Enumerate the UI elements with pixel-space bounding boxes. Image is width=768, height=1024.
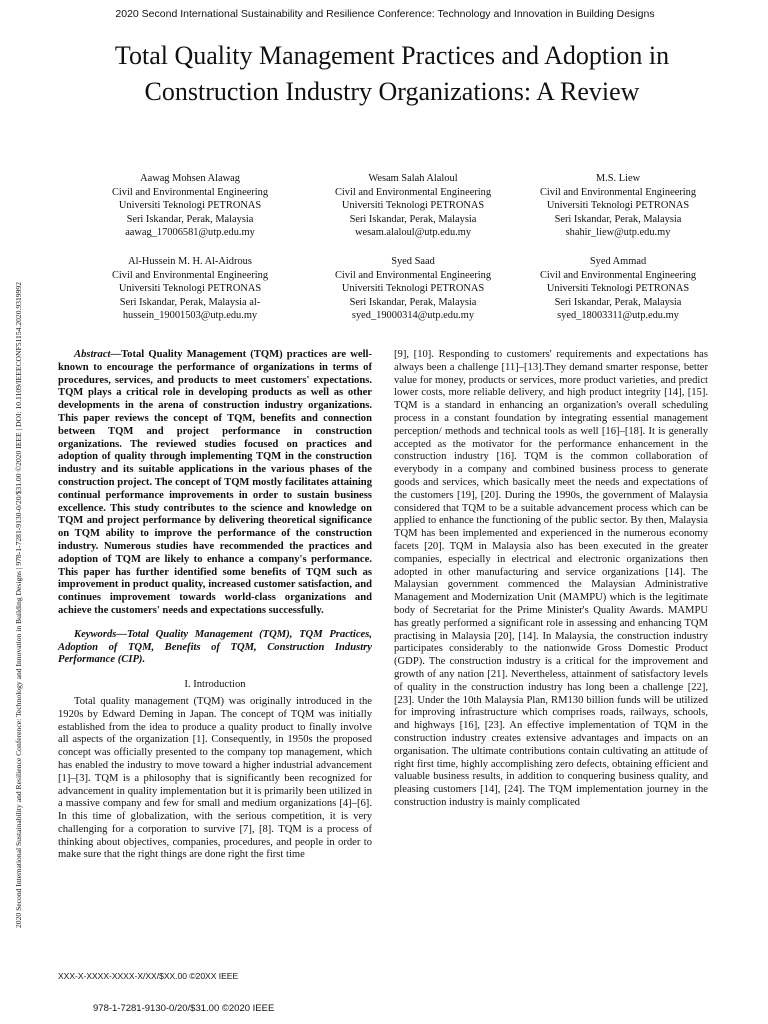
intro-paragraph-right: [9], [10]. Responding to customers' requirements and expectations has always been a challenge [11]–[13].They demand smarter response, better value for money, products or services, more product varieties, and predict lower costs, more reliable delivery, and high product integrity [14], [15]. TQM is a standard in enhancing an organization's overall scheduling process in a constant foundation by integrating essential management perception/ methods and technical tools as well [16]–[18]. It is generally accepted as the motivator for the performance enhancement in the construction industry [16]. TQM is the common collaboration of everybody in a company and combined business process to generate goods and services, which basically meet the needs and expectations of the customers [19], [20]. During the 1990s, the government of Malaysia considered that TQM to be a suitable advancement process which can be applied to enhance the functioning of the public sector. By then, Malaysia TQM has been implemented and experienced in the numerous economy facets [20]. TQM in Malaysia also has been executed in the greater companies, especially in electrical and electronic organizations then adopted in other manufacturing and service organizations [14]. The Malaysian government commenced the Malaysian Administrative Management and Modernization Unit (MAMPU) which is the legitimate body of Secretariat for the Prime Minister's Quality Awards. MAMPU has greatly performed a significant role in assessing and enhancing TQM practising in Malaysia [20], [14]. In Malaysia, the construction industry participates considerably to the nationwide Gross Domestic Product (GDP). The construction industry is a critical for the improvement and growth of any nation [21]. Nevertheless, attainment of satisfactory levels of quality in the construction industry has long been a challenge [22], [23]. Under the 10th Malaysia Plan, RM130 billion funds will be utilized for improving infrastructure which comprises roads, railways, schools, and highways [16], [23]. An effective implementation of TQM in the construction industry creates extensive advantages and impacts on an organisation. The ultimate contributions contain cultivating an attitude of right first time, highly accomplishing zero defects, obtaining efficient and valuable business results, in addition to conquering business quality, and pleasing customers [14], [24]. The TQM implementation journey in the construction industry is mainly complicated [394, 349, 708, 808]
author-affiliation: Civil and Environmental Engineering [334, 186, 492, 198]
author-university: Universiti Teknologi PETRONAS [341, 200, 485, 212]
author-name: M.S. Liew [595, 173, 641, 184]
author-block-5 [313, 255, 513, 323]
author-email: shahir_liew@utp.edu.my [565, 227, 671, 239]
author-affiliation: Civil and Environmental Engineering [111, 269, 269, 281]
author-block-2 [313, 172, 513, 240]
author-name: Al-Hussein M. H. Al-Aidrous [128, 256, 252, 267]
author-affiliation: Civil and Environmental Engineering [539, 269, 697, 281]
paper-title: Total Quality Management Practices and Adoption in Construction Industry Organizations: A Review [114, 41, 670, 106]
footer-copyright: 978-1-7281-9130-0/20/$31.00 ©2020 IEEE [93, 1003, 275, 1014]
side-doi-strip [12, 98, 26, 928]
author-university: Universiti Teknologi PETRONAS [546, 200, 690, 212]
author-name: Syed Ammad [589, 256, 647, 267]
abstract-label: Abstract [74, 349, 111, 360]
author-name: Syed Saad [391, 256, 435, 267]
keywords: Keywords—Total Quality Management (TQM), TQM Practices, Adoption of TQM, Benefits of TQM, Construction Industry Performance (CIP). [58, 628, 372, 666]
intro-paragraph-left: Total quality management (TQM) was originally introduced in the 1920s by Edward Deming in Japan. The concept of TQM was initially established from the idea to produce a quality product to finally involve all aspects of the organization [1]. Consequently, in 1950s the proposed concept was officially presented to the company top management, which has enabled the industry to move toward a higher industrial advancement [1]–[3]. TQM is a philosophy that is significantly been recognized for advancement in quality implementation but it is primarily been utilized in a massive company and few for small and medium organizations [4]–[6]. In this time of globalization, with the serious competition, it is very challenging for a corporation to survive [7], [8]. TQM is a process of thinking about objectives, companies, procedures, and people in order to make sure that the right things are done right the first time [58, 695, 372, 861]
footer-copyright-placeholder: XXX-X-XXXX-XXXX-X/XX/$XX.00 ©20XX IEEE [58, 971, 239, 981]
author-name: Aawag Mohsen Alawag [140, 173, 240, 184]
abstract [58, 349, 372, 618]
author-location: Seri Iskandar, Perak, Malaysia [126, 213, 254, 225]
author-university: Universiti Teknologi PETRONAS [118, 200, 262, 212]
author-location: Seri Iskandar, Perak, Malaysia al- [119, 296, 261, 308]
author-block-1 [90, 172, 290, 240]
author-affiliation: Civil and Environmental Engineering [334, 269, 492, 281]
author-block-4 [90, 255, 290, 323]
author-location: Seri Iskandar, Perak, Malaysia [554, 296, 682, 308]
author-university: Universiti Teknologi PETRONAS [341, 283, 485, 295]
author-university: Universiti Teknologi PETRONAS [118, 283, 262, 295]
author-email: hussein_19001503@utp.edu.my [122, 310, 258, 322]
author-email: wesam.alaloul@utp.edu.my [354, 227, 472, 239]
author-block-6 [518, 255, 718, 323]
author-name: Wesam Salah Alaloul [368, 173, 458, 184]
author-email: syed_18003311@utp.edu.my [557, 310, 679, 322]
author-block-3 [518, 172, 718, 240]
author-affiliation: Civil and Environmental Engineering [111, 186, 269, 198]
author-location: Seri Iskandar, Perak, Malaysia [554, 213, 682, 225]
left-column [58, 349, 372, 862]
author-location: Seri Iskandar, Perak, Malaysia [349, 213, 477, 225]
side-doi-text: 2020 Second International Sustainability and Resilience Conference: Technology and Innovation in Building Designs | 978-1-7281-9130-0/20/$31.00 ©2020 IEEE | DOI: 10.1109/IEEECONF51154.2020.9319992 [14, 282, 23, 928]
author-university: Universiti Teknologi PETRONAS [546, 283, 690, 295]
conference-header: 2020 Second International Sustainability and Resilience Conference: Technology and Innovation in Building Designs [115, 8, 655, 20]
section-heading-introduction: I. Introduction [184, 679, 246, 691]
author-location: Seri Iskandar, Perak, Malaysia [349, 296, 477, 308]
author-email: syed_19000314@utp.edu.my [351, 310, 475, 322]
right-column [394, 349, 708, 810]
author-affiliation: Civil and Environmental Engineering [539, 186, 697, 198]
author-email: aawag_17006581@utp.edu.my [125, 227, 255, 239]
abstract-text: —Total Quality Management (TQM) practices are well-known to encourage the performance of organizations in terms of procedures, services, and products to meet customers' expectations. TQM plays a critical role in developing products as well as other developments in the arena of construction industry organizations. This paper reviews the concept of TQM, benefits and connection between TQM and project performance in construction organizations. The reviewed studies focused on practices and adoption of quality through implementing TQM in the construction industry and its suitable applications in the various phases of the construction project. The concept of TQM mostly facilitates attaining continual performance improvements in order to sustain business excellence. This study contributes to the science and knowledge on TQM and project performance by delivering theoretical significance on TQM ability to improve the performance of the construction industry. Numerous studies have recommended the practices and adoption of TQM are likely to enhance a company's performance. This paper has further identified some benefits of TQM such as improvement in product quality, increased customer satisfaction, and continues improvement towards world-class organizations and achieve the customers' needs and expectations successfully. [58, 349, 372, 616]
